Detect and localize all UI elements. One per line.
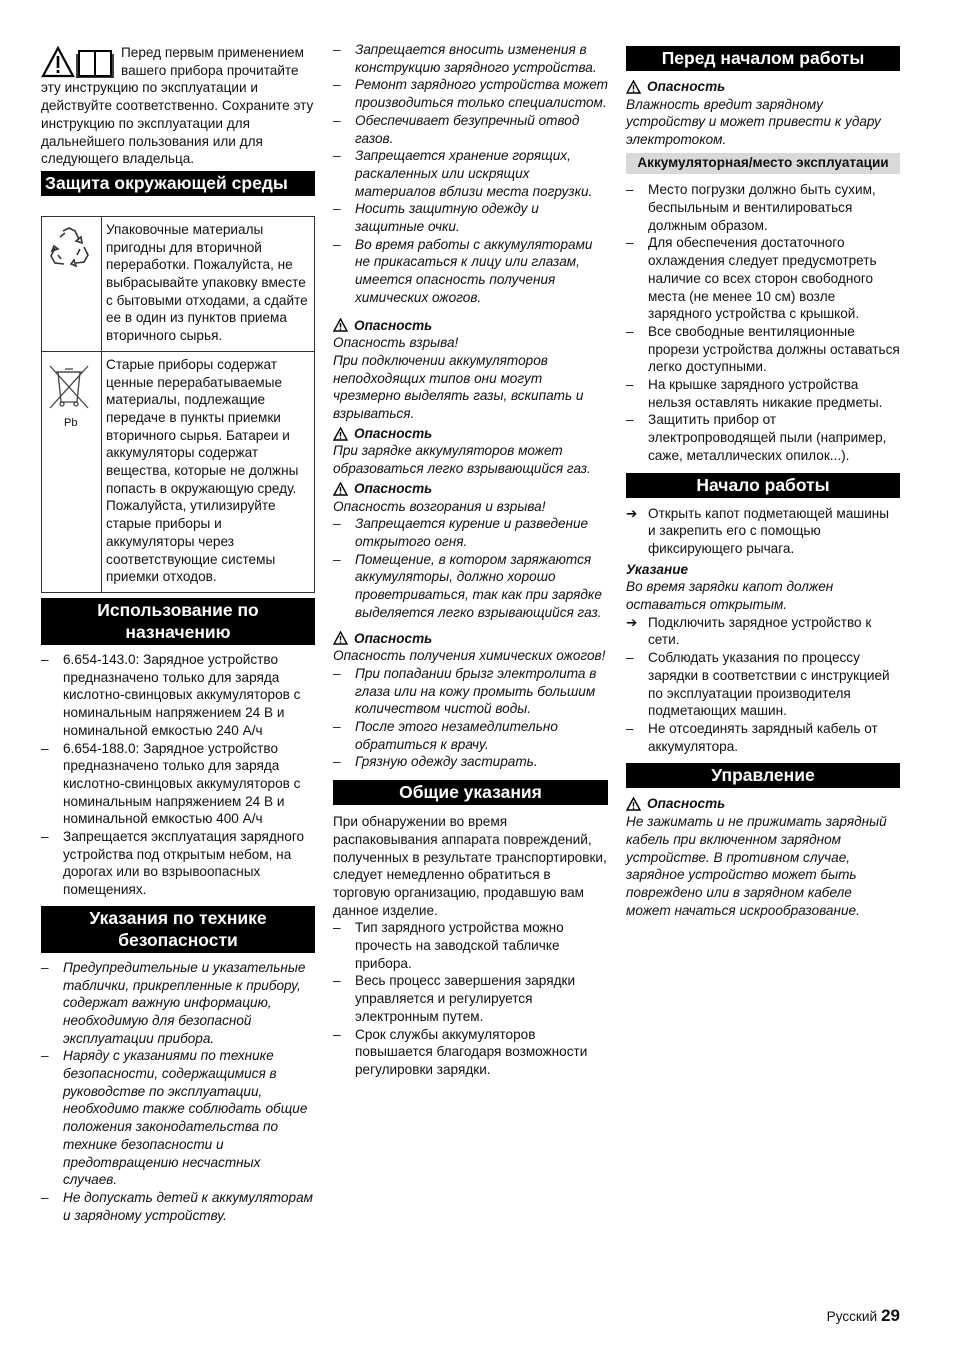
page-footer [827, 1307, 900, 1326]
warning-icon [626, 797, 641, 811]
recycle-text: Упаковочные материалы пригодны для вторичной переработки. Пожалуйста, не выбрасывайте упаковку вместе с бытовыми отходами, а сдайте ее в один из пунктов приема вторичного сырья. [102, 216, 315, 351]
warning-icon [626, 80, 641, 94]
weee-row [42, 351, 315, 592]
pb-label: Pb [64, 416, 78, 429]
danger-list [333, 515, 608, 621]
section-title-safety: Указания по технике безопасности [41, 906, 315, 953]
list-item: – Грязную одежду застирать. [333, 754, 538, 770]
list-item: – Запрещается эксплуатация зарядного устройства под открытым небом, на дорогах или во взрывоопасных помещениях. [41, 829, 305, 898]
footer-language: Русский [826, 1309, 878, 1324]
start-steps [626, 505, 900, 558]
danger-text: Опасность получения химических ожогов! [333, 648, 606, 664]
warning-icon [333, 482, 348, 496]
warning-icon [333, 318, 348, 332]
step-item: ➔ Открыть капот подметающей машины и закрепить его с помощью фиксирующего рычага. [626, 505, 890, 556]
recycle-row [42, 216, 315, 351]
list-item: – Соблюдать указания по процессу зарядки в соответствии с инструкцией по эксплуатации производителя подметающих машин. [626, 650, 890, 719]
arrow-icon: ➔ [626, 614, 638, 630]
danger-text: Не зажимать и не прижимать зарядный кабель при включенном зарядном устройстве. В противном случае, зарядное устройство может быть повреждено или в зарядном кабеле может начаться искрообразование. [626, 814, 887, 918]
environment-table [41, 216, 315, 593]
intro-text: Перед первым применением вашего прибора прочитайте эту инструкцию по эксплуатации и действуйте соответственно. Сохраните эту инструкцию по эксплуатации для дальнейшего пользования или для следующего владельца. [41, 45, 314, 167]
start-steps [626, 614, 900, 756]
column-3 [626, 44, 900, 919]
warning-manual-icon [41, 46, 117, 78]
danger-list [333, 665, 608, 771]
note-text: Во время зарядки капот должен оставаться открытым. [626, 579, 834, 613]
section-title-general: Общие указания [333, 780, 608, 805]
note-label: Указание [626, 561, 689, 577]
list-item: – Тип зарядного устройства можно прочесть на заводской табличке прибора. [333, 920, 564, 971]
danger-heading: Опасность [333, 425, 608, 443]
general-text: При обнаружении во время распаковывания аппарата повреждений, полученных в результате транспортировки, следует немедленно обратиться в торговую организацию, продавшую вам данное изделие. [333, 814, 607, 918]
danger-heading: Опасность [333, 630, 608, 648]
list-item: – Запрещается хранение горящих, раскаленных или искрящих материалов вблизи места погрузки. [333, 148, 593, 199]
list-item: – Срок службы аккумуляторов повышается благодаря возможности регулировки зарядки. [333, 1026, 588, 1077]
battery-room-list [626, 181, 900, 464]
danger-heading: Опасность [626, 78, 900, 96]
list-item: – 6.654-188.0: Зарядное устройство предназначено только для заряда кислотно-свинцовых аккумуляторов с номинальным напряжением 24 В и номинальной емкостью 400 А/ч [41, 740, 301, 827]
list-item: – Для обеспечения достаточного охлаждения следует предусмотреть наличие со всех сторон свободного места (не менее 10 см) возле зарядного устройства с крышкой. [626, 235, 877, 322]
list-item: – Во время работы с аккумуляторами не прикасаться к лицу или глазам, имеется опасность получения химических ожогов. [333, 236, 593, 305]
subsection-title-battery-room: Аккумуляторная/место эксплуатации [626, 153, 900, 175]
list-item: – Запрещается курение и разведение открытого огня. [333, 516, 589, 549]
list-item: – Не отсоединять зарядный кабель от аккумулятора. [626, 721, 878, 754]
general-list [333, 919, 608, 1078]
list-item: – Обеспечивает безупречный отвод газов. [333, 112, 580, 146]
list-item: – Все свободные вентиляционные прорези устройства должны оставаться легко доступными. [626, 323, 900, 375]
step-item: ➔ Подключить зарядное устройство к сети. [626, 614, 872, 648]
list-item: – Предупредительные и указательные таблички, прикрепленные к прибору, содержат важную информацию, необходимую для безопасной эксплуатации прибора. [41, 959, 306, 1046]
section-title-before-start: Перед началом работы [626, 46, 900, 71]
section-title-usage: Использование по назначению [41, 598, 315, 645]
section-title-start: Начало работы [626, 473, 900, 498]
safety-list [41, 959, 315, 1225]
usage-list [41, 651, 315, 899]
arrow-icon: ➔ [626, 505, 638, 521]
list-item: – Наряду с указаниями по технике безопасности, содержащимися в руководстве по эксплуатации, необходимо также соблюдать общие положения законодательства по технике безопасности и предотвращению несчастных случаев. [41, 1048, 308, 1188]
danger-heading: Опасность [626, 795, 900, 813]
list-item: – После этого незамедлительно обратиться к врачу. [333, 719, 558, 752]
danger-heading: Опасность [333, 317, 608, 335]
weee-text: Старые приборы содержат ценные перерабатываемые материалы, подлежащие передаче в пункты приемки вторичного сырья. Батареи и аккумуляторы содержат вещества, которые не должны попасть в окружающую среду. Пожалуйста, утилизируйте старые приборы и аккумуляторы через соответствующие системы приемки отходов. [102, 351, 315, 592]
column-2 [333, 44, 608, 1079]
danger-text: При зарядке аккумуляторов может образоваться легко взрывающийся газ. [333, 443, 591, 477]
danger-text: Опасность взрыва! [333, 335, 459, 351]
danger-text: Влажность вредит зарядному устройству и может привести к удару электротоком. [626, 96, 881, 148]
warning-icon [333, 631, 348, 645]
crossed-bin-icon [46, 362, 92, 418]
list-item: – При попадании брызг электролита в глаза или на кожу промыть большим количеством чистой воды. [333, 665, 597, 717]
list-item: – Запрещается вносить изменения в конструкцию зарядного устройства. [333, 42, 597, 75]
danger-text: При подключении аккумуляторов неподходящих типов они могут чрезмерно выделять газы, вскипать и взрываться. [333, 352, 584, 422]
warning-icon [333, 427, 348, 441]
danger-heading: Опасность [333, 480, 608, 498]
danger-text: Опасность возгорания и взрыва! [333, 498, 546, 514]
list-item: – Защитить прибор от электропроводящей пыли (например, саже, металлических опилок...). [626, 412, 887, 463]
intro-block [41, 44, 315, 168]
section-title-environment: Защита окружающей среды [41, 171, 315, 196]
list-item: – Ремонт зарядного устройства может производиться только специалистом. [333, 77, 608, 111]
list-item: – Место погрузки должно быть сухим, беспыльным и вентилироваться должным образом. [626, 182, 876, 233]
list-item: – Весь процесс завершения зарядки управляется и регулируется электронным путем. [333, 973, 576, 1024]
list-item: – Не допускать детей к аккумуляторам и зарядному устройству. [41, 1189, 313, 1223]
safety-list-continued [333, 41, 608, 307]
list-item: – На крышке зарядного устройства нельзя оставлять никакие предметы. [626, 377, 883, 410]
page-number: 29 [881, 1306, 900, 1325]
list-item: – 6.654-143.0: Зарядное устройство предназначено только для заряда кислотно-свинцовых аккумуляторов с номинальным напряжением 24 В и номинальной емкостью 240 А/ч [41, 651, 301, 738]
list-item: – Помещение, в котором заряжаются аккумуляторы, должно хорошо проветриваться, так как при зарядке выделяется легко взрывающийся газ. [333, 551, 602, 620]
column-1 [41, 44, 315, 1224]
list-item: – Носить защитную одежду и защитные очки. [333, 201, 539, 235]
recycle-icon [46, 225, 92, 271]
section-title-control: Управление [626, 763, 900, 788]
